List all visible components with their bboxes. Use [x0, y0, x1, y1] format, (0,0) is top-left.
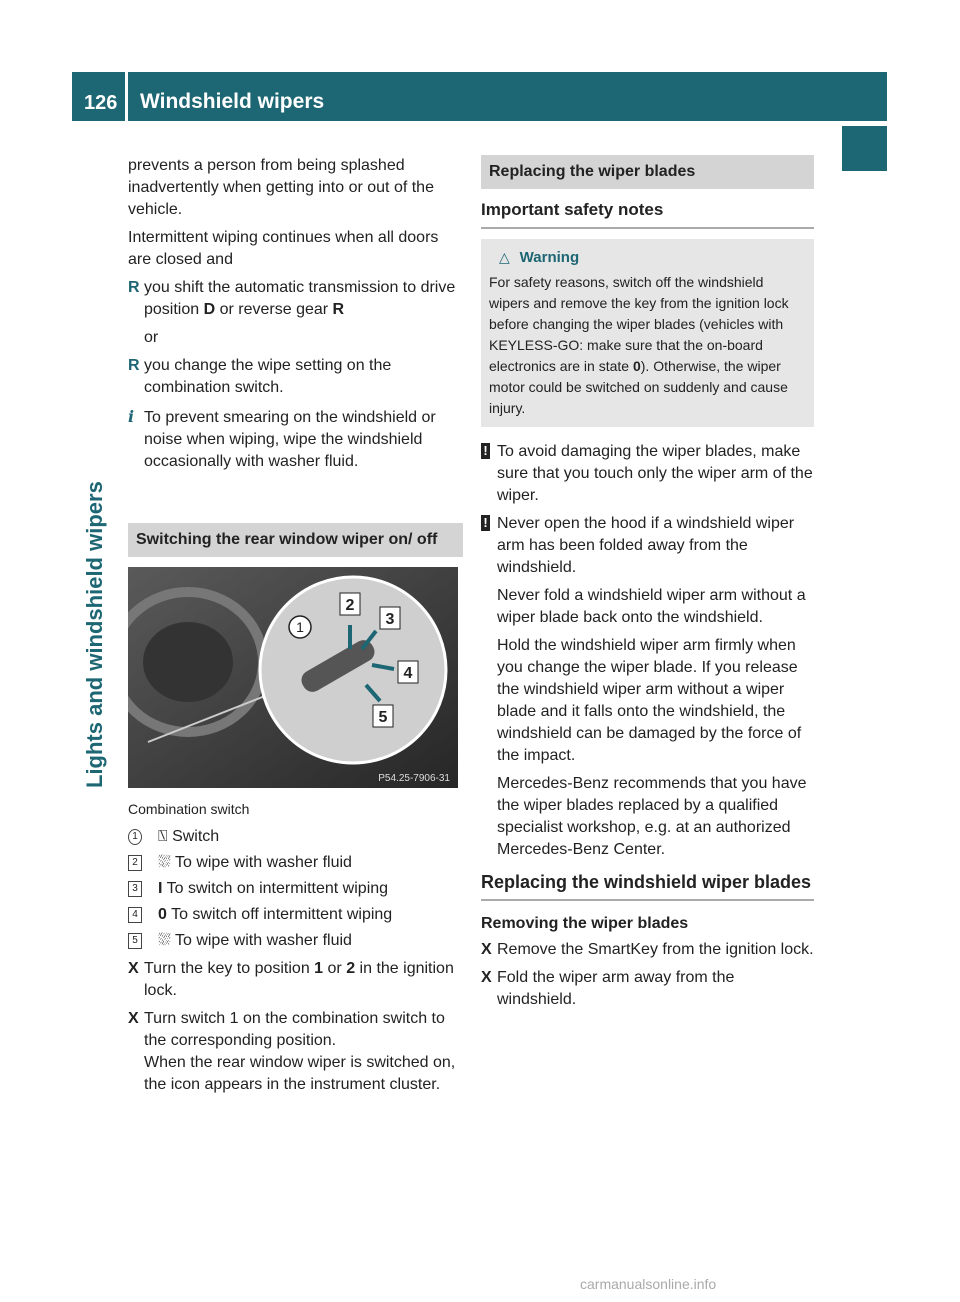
legend-number: 2: [128, 855, 142, 871]
caution-note: ! Never open the hood if a windshield wiper arm has been folded away from the windshield.: [481, 513, 814, 579]
instruction-step: X Remove the SmartKey from the ignition lock.: [481, 939, 814, 961]
legend-item: 4 0 To switch off intermittent wiping: [128, 904, 463, 926]
intro-paragraph: prevents a person from being splashed inadvertently when getting into or out of the vehicle.: [128, 157, 434, 218]
list-item: R you shift the automatic transmission to drive position D or reverse gear R: [128, 279, 456, 318]
step-result: When the rear window wiper is switched on, the icon appears in the instrument cluster.: [144, 1054, 456, 1093]
washer-icon: ⛆: [158, 932, 171, 949]
header-divider: [125, 72, 128, 121]
list-item: R you change the wipe setting on the combination switch.: [128, 357, 392, 396]
legend-number: 5: [128, 933, 142, 949]
bullet-icon: R: [128, 357, 140, 374]
svg-text:2: 2: [345, 597, 355, 614]
step-arrow-icon: X: [481, 969, 492, 986]
info-icon: i: [128, 407, 135, 426]
legend-item: 1 ⍂ Switch: [128, 826, 463, 848]
section-heading: Switching the rear window wiper on/ off: [128, 523, 463, 557]
photo-code: P54.25-7906-31: [378, 773, 450, 784]
step-arrow-icon: X: [128, 960, 139, 977]
legend-item: 3 I To switch on intermittent wiping: [128, 878, 463, 900]
svg-text:4: 4: [403, 665, 413, 682]
legend-number: 3: [128, 881, 142, 897]
page-title: Windshield wipers: [140, 90, 325, 113]
switch-icon: ⍂: [158, 828, 168, 845]
caution-icon: !: [481, 443, 490, 459]
warning-title: Warning: [519, 249, 580, 266]
figure-caption: Combination switch: [128, 801, 250, 817]
step-arrow-icon: X: [128, 1010, 139, 1027]
legend-number: 1: [128, 829, 142, 845]
section-heading-2: Replacing the windshield wiper blades: [481, 871, 814, 901]
combination-switch-photo: [128, 567, 458, 788]
section-heading: Replacing the wiper blades: [481, 155, 814, 189]
legend-item: 2 ⛆ To wipe with washer fluid: [128, 852, 463, 874]
step-arrow-icon: X: [481, 941, 492, 958]
svg-text:5: 5: [378, 709, 388, 726]
caution-paragraph: Mercedes-Benz recommends that you have the wiper blades replaced by a qualified specialist workshop, e.g. at an authorized Mercedes-Benz Center.: [497, 775, 807, 858]
warning-icon: △: [499, 249, 510, 265]
instruction-step: X Fold the wiper arm away from the windshield.: [481, 969, 735, 1008]
or-text: or: [144, 329, 159, 346]
procedure-heading: Removing the wiper blades: [481, 915, 689, 932]
caution-icon: !: [481, 515, 490, 531]
svg-text:1: 1: [296, 619, 304, 635]
watermark: carmanualsonline.info: [580, 1276, 717, 1292]
instruction-step: X Turn the key to position 1 or 2 in the ignition lock.: [128, 960, 454, 999]
side-tab-label: Lights and windshield wipers: [82, 481, 107, 788]
caution-paragraph: Never fold a windshield wiper arm without a wiper blade back onto the windshield.: [497, 587, 806, 626]
caution-paragraph: Hold the windshield wiper arm firmly when you change the wiper blade. If you release the windshield wiper arm without a wiper blade and it falls onto the windshield, the windshield can be damaged by the force of the impact.: [497, 637, 802, 764]
bullet-icon: R: [128, 279, 140, 296]
page-number: 126: [84, 92, 118, 114]
legend-item: 5 ⛆ To wipe with washer fluid: [128, 930, 463, 952]
legend-number: 4: [128, 907, 142, 923]
subsection-heading: Important safety notes: [481, 199, 814, 229]
svg-text:3: 3: [385, 611, 395, 628]
warning-box: △ Warning For safety reasons, switch off the windshield wipers and remove the key from the ignition lock before changing the wiper blades (vehicles with KEYLESS-GO: make sure that the on-board electronics are in state 0). Otherwise, the wiper motor could be switched on suddenly and cause injury.: [481, 239, 814, 427]
right-column: [481, 155, 814, 1017]
caution-note: ! To avoid damaging the wiper blades, make sure that you touch only the wiper arm of the wiper.: [481, 441, 814, 507]
intro-paragraph-2: Intermittent wiping continues when all doors are closed and: [128, 229, 439, 268]
info-note: i To prevent smearing on the windshield or noise when wiping, wipe the windshield occasionally with washer fluid.: [128, 407, 436, 470]
left-column: [128, 155, 463, 1102]
side-tab-marker: [842, 126, 887, 171]
washer-icon: ⛆: [158, 854, 171, 871]
instruction-step: X Turn switch 1 on the combination switch to the corresponding position. When the rear window wiper is switched on, the icon appears in the instrument cluster.: [128, 1010, 456, 1093]
photo-illustration: [128, 567, 458, 788]
